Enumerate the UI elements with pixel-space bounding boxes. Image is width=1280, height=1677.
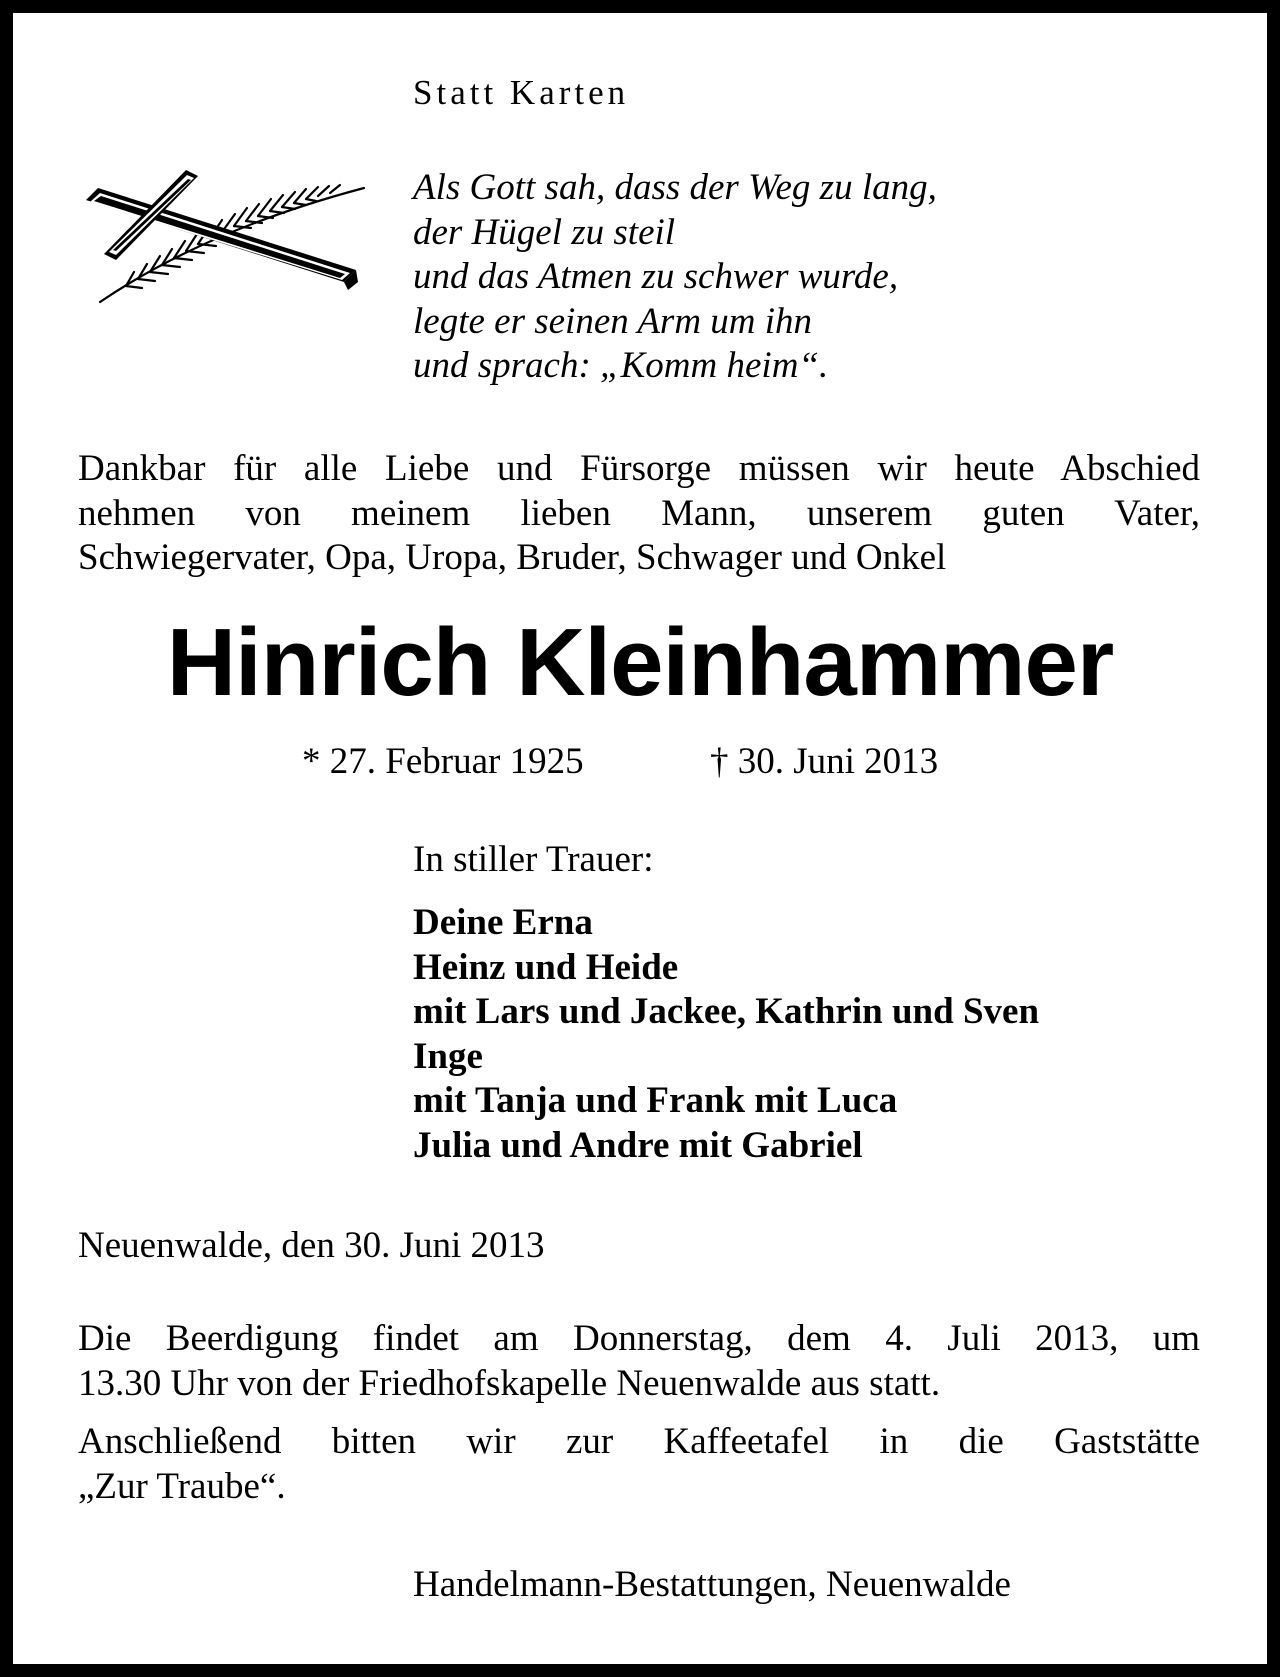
deceased-name: Hinrich Kleinhammer <box>166 609 1114 716</box>
death-date: † 30. Juni 2013 <box>710 741 939 782</box>
cross-palm-icon <box>86 170 368 310</box>
mourner-line: mit Tanja und Frank mit Luca <box>413 1080 898 1122</box>
statt-karten-heading: Statt Karten <box>413 73 630 112</box>
poem-line: der Hügel zu steil <box>413 211 676 253</box>
reception-line: „Zur Traube“. <box>78 1465 286 1507</box>
mourners-list <box>413 901 1039 1169</box>
intro-line: nehmen von meinem lieben Mann, unserem guten Vater, <box>78 492 1200 534</box>
funeral-line: 13.30 Uhr von der Friedhofskapelle Neuenwalde aus statt. <box>78 1362 941 1404</box>
intro-line: Dankbar für alle Liebe und Fürsorge müssen wir heute Abschied <box>78 448 1200 489</box>
place-date: Neuenwalde, den 30. Juni 2013 <box>78 1225 545 1266</box>
funeral-line: Die Beerdigung findet am Donnerstag, dem 4. Juli 2013, um <box>78 1318 1200 1359</box>
reception-info <box>78 1420 1200 1509</box>
mourning-label: In stiller Trauer: <box>413 839 654 880</box>
poem-line: Als Gott sah, dass der Weg zu lang, <box>413 167 937 208</box>
mourner-line: Julia und Andre mit Gabriel <box>413 1124 863 1166</box>
poem-line: und das Atmen zu schwer wurde, <box>413 256 899 297</box>
poem <box>413 166 937 389</box>
mourner-line: mit Lars und Jackee, Kathrin und Sven <box>413 991 1040 1033</box>
intro-text <box>78 447 1200 581</box>
birth-date: * 27. Februar 1925 <box>302 741 584 782</box>
undertaker: Handelmann-Bestattungen, Neuenwalde <box>413 1564 1011 1605</box>
reception-line: Anschließend bitten wir zur Kaffeetafel in die Gaststätte <box>78 1421 1200 1462</box>
mourner-line: Inge <box>413 1035 483 1077</box>
poem-line: und sprach: „Komm heim“. <box>413 345 829 386</box>
mourner-line: Deine Erna <box>413 902 593 943</box>
poem-line: legte er seinen Arm um ihn <box>413 300 813 342</box>
mourner-line: Heinz und Heide <box>413 946 679 988</box>
intro-line: Schwiegervater, Opa, Uropa, Bruder, Schwager und Onkel <box>78 537 947 578</box>
funeral-info <box>78 1317 1200 1406</box>
